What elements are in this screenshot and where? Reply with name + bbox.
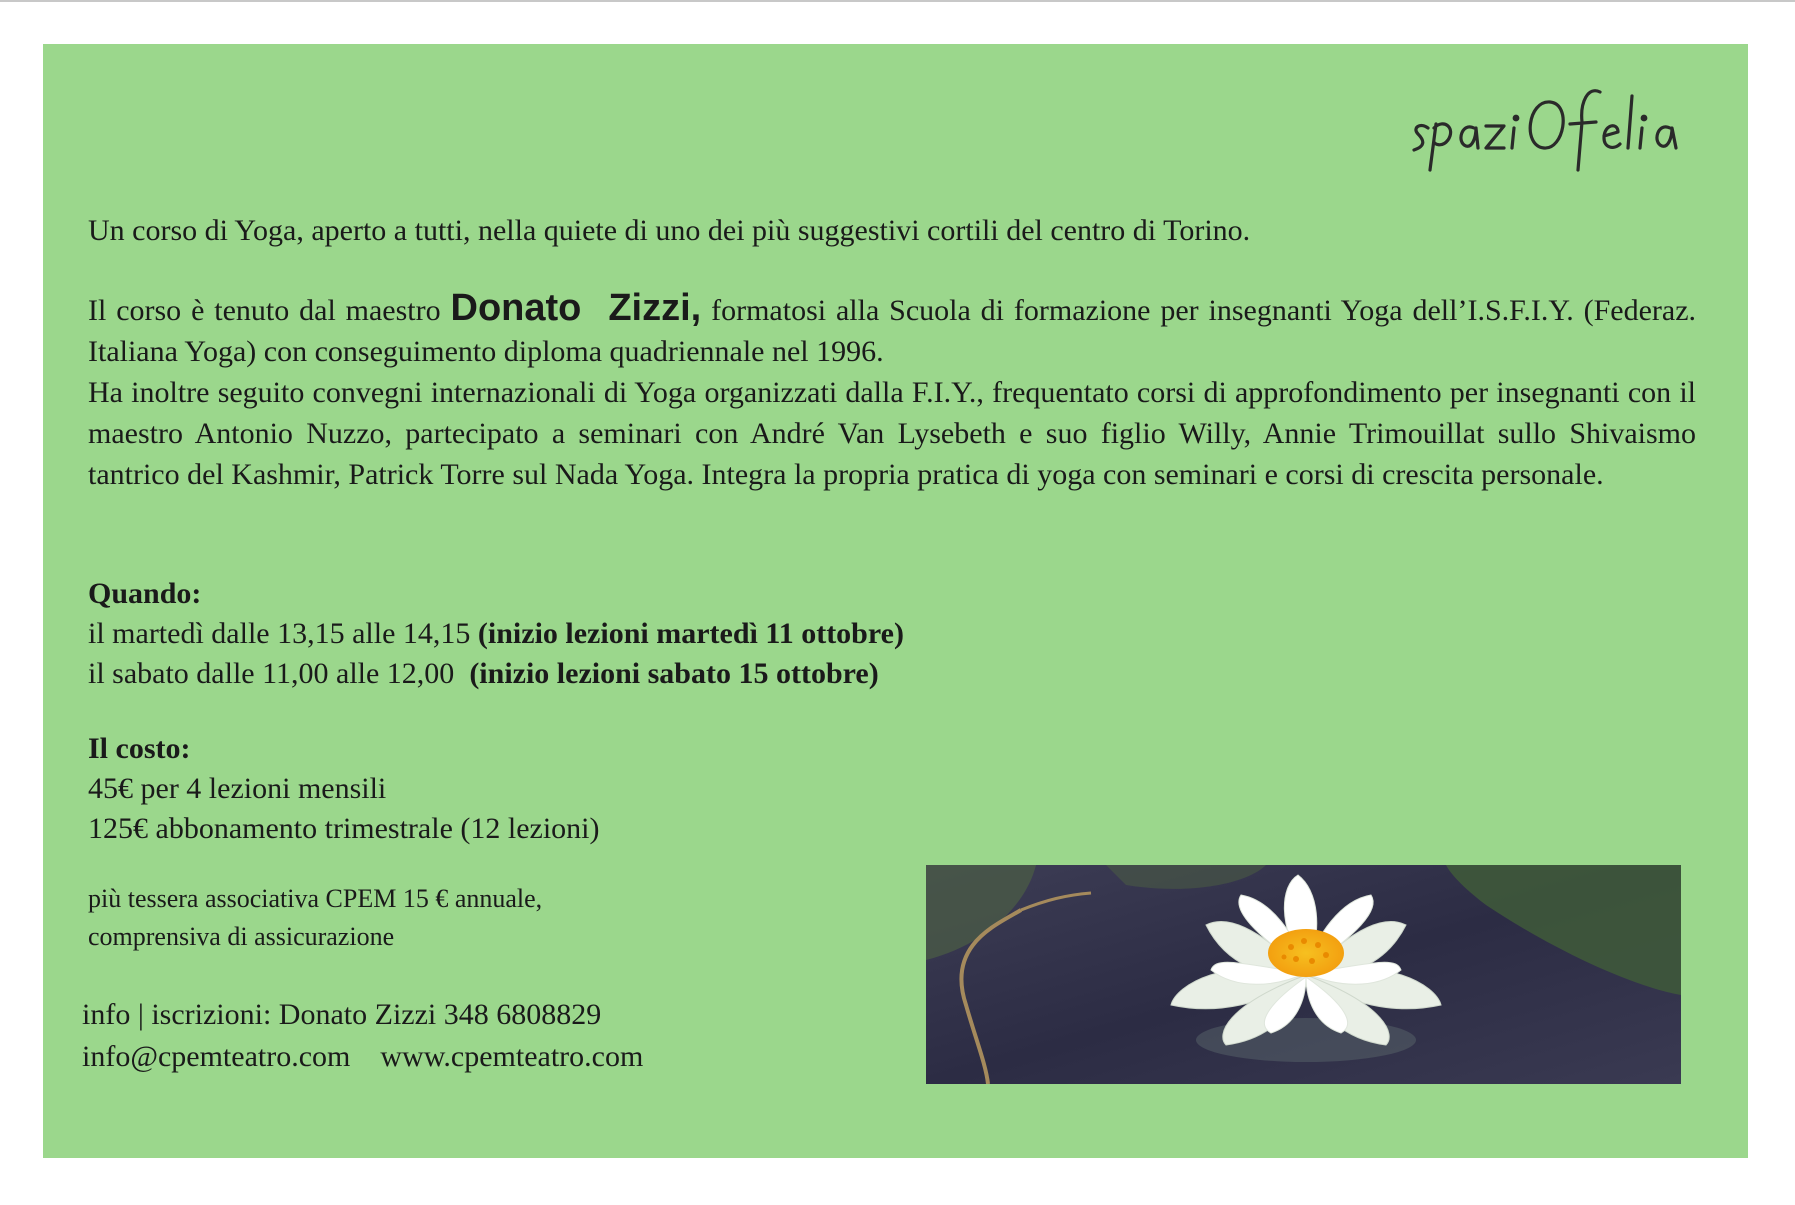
bio-lead-text: Il corso è tenuto dal maestro: [88, 294, 441, 327]
membership-fee: più tessera associativa CPEM 15 € annuale,: [88, 884, 543, 913]
cost-section: [88, 729, 1288, 849]
schedule-saturday-start: (inizio lezioni sabato 15 ottobre): [469, 657, 879, 690]
contact-phone: info | iscrizioni: Donato Zizzi 348 6808829: [82, 998, 602, 1031]
schedule-tuesday: [88, 614, 1288, 654]
teacher-name: Donato Zizzi,: [450, 287, 702, 329]
bio-experience-text: Ha inoltre seguito convegni internazionali di Yoga organizzati dalla F.I.Y., frequentato corsi di approfondimento per insegnanti con il maestro Antonio Nuzzo, partecipato a seminari con André Van Lysebeth e suo figlio Willy, Annie Trimouillat sullo Shivaismo tantrico del Kashmir, Patrick Torre sul Nada Yoga. Integra la propria pratica di yoga con seminari e corsi di crescita personale.: [88, 376, 1696, 491]
membership-insurance: comprensiva di assicurazione: [88, 922, 395, 951]
contact-website[interactable]: www.cpemteatro.com: [380, 1040, 644, 1073]
cost-monthly: 45€ per 4 lezioni mensili: [88, 772, 387, 805]
water-lily-photo: [926, 865, 1681, 1084]
cost-heading: Il costo:: [88, 732, 191, 765]
teacher-bio: [88, 288, 1696, 495]
schedule-saturday-time: il sabato dalle 11,00 alle 12,00: [88, 657, 455, 690]
cost-quarterly: 125€ abbonamento trimestrale (12 lezioni): [88, 812, 600, 845]
contact-info: [82, 994, 982, 1078]
membership-note: [88, 880, 788, 956]
spaziofelia-logo: [1400, 62, 1700, 182]
schedule-saturday: [88, 654, 1288, 694]
schedule-section: [88, 574, 1288, 694]
schedule-tuesday-start: (inizio lezioni martedì 11 ottobre): [477, 617, 904, 650]
bio-training-text: formatosi alla Scuola di formazione per insegnanti Yoga dell’I.S.F.I.Y. (Federaz. Italiana Yoga) con conseguimento diploma quadriennale nel 1996.: [88, 294, 1697, 368]
intro-text: Un corso di Yoga, aperto a tutti, nella quiete di uno dei più suggestivi cortili del centro di Torino.: [88, 214, 1251, 247]
schedule-heading: Quando:: [88, 577, 202, 610]
top-border-line: [0, 0, 1795, 2]
contact-email[interactable]: info@cpemteatro.com: [82, 1040, 351, 1073]
schedule-tuesday-time: il martedì dalle 13,15 alle 14,15: [88, 617, 471, 650]
